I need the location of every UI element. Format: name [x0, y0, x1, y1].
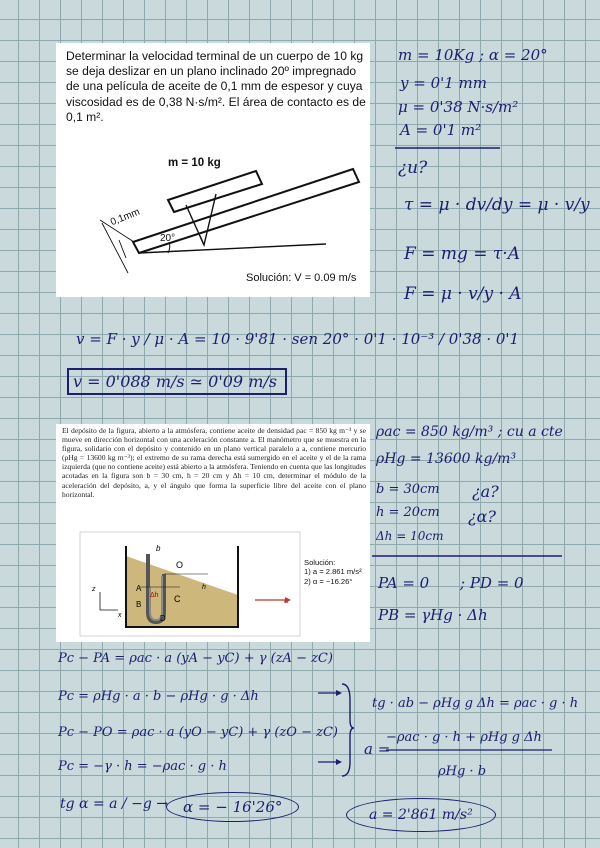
connector-arrows	[316, 680, 356, 780]
figure-label: x	[118, 612, 122, 619]
problem1-figure	[56, 43, 370, 297]
system-eq: tg · ab − ρHg g Δh = ρac · g · h	[372, 696, 579, 711]
figure-label: a	[284, 596, 289, 605]
figure-label: D	[160, 614, 166, 623]
note-eq: F = μ · v/y · A	[404, 284, 522, 304]
problem2-panel	[56, 424, 370, 642]
note-data-line: h = 20cm	[376, 505, 440, 520]
alpha-result: α = − 16'26°	[166, 792, 299, 822]
note-data-line: y = 0'1 mm	[400, 74, 488, 92]
problem1-statement: Determinar la velocidad terminal de un cuerpo de 10 kg se deja deslizar en un plano inclinado 20º impregnado de una película de aceite de 0,1 mm de espesor y cuya viscosidad es de 0,38 N·s/m². El área de contacto es de 0,1 m².	[66, 49, 366, 124]
figure-label: O	[176, 560, 184, 570]
note-eq: F = mg = τ·A	[404, 244, 520, 264]
note-question: ¿a?	[472, 482, 499, 501]
figure-label: b	[156, 544, 161, 553]
thickness-label: 0,1mm	[109, 206, 142, 229]
a-formula-denominator: ρHg · b	[438, 764, 487, 779]
mass-label: m = 10 kg	[168, 157, 221, 169]
note-data-line: ρHg = 13600 kg/m³	[376, 451, 517, 467]
underline	[395, 146, 505, 150]
note-eq: Pc − PO = ρac · a (yO − yC) + γ (zO − zC)	[58, 725, 338, 740]
figure-label: C	[174, 594, 181, 604]
solution-line: 1) a = 2.861 m/s²	[304, 567, 362, 577]
figure-label: B	[136, 600, 142, 609]
a-formula-numerator: −ρac · g · h + ρHg g Δh	[386, 730, 542, 745]
note-eq: Pc = ρHg · a · b − ρHg · g · Δh	[58, 689, 259, 704]
note-pressure: PA = 0	[378, 574, 430, 592]
solution-line: 2) α = −16.26°	[304, 576, 353, 586]
problem2-statement: El depósito de la figura, abierto a la atmósfera, contiene aceite de densidad ρac = 850 kg m⁻³ y se mueve en dirección horizontal con una aceleración constante a. El manómetro que se muestra en la figura, solidario con el depósito y contenido en un plano vertical paralelo a a, contiene mercurio (ρHg = 13600 kg m⁻³); el extremo de su rama derecha está sumergido en el aceite y el de la rama izquierda (que no contiene aceite) está abierto a la atmósfera. Teniendo en cuenta que las longitudes acotadas en la figura son b = 30 cm, h = 20 cm y Δh = 10 cm, determinar el módulo de la aceleración del depósito, a, y el ángulo que forma la superficie libre del aceite con el plano horizontal.	[62, 426, 366, 499]
note-pressure: ; PD = 0	[460, 574, 524, 592]
solution-line: Solución:	[304, 558, 336, 567]
figure-label: h	[202, 584, 206, 591]
problem1-solution: Solución: V = 0.09 m/s	[246, 272, 357, 284]
note-eq: Pc = −γ · h = −ρac · g · h	[58, 759, 227, 774]
angle-label: 20°	[160, 233, 176, 244]
note-pressure: PB = γHg · Δh	[378, 606, 488, 624]
tan-eq: tg α = a / −g →	[60, 796, 168, 812]
figure-label: z	[92, 586, 96, 593]
problem1-panel	[56, 43, 370, 297]
fraction-bar	[386, 748, 556, 752]
problem2-figure	[80, 532, 300, 636]
a-formula-lhs: a =	[364, 740, 391, 758]
problem2-solution	[304, 558, 362, 586]
note-data-line: b = 30cm	[376, 482, 440, 497]
figure-label: A	[136, 584, 142, 593]
note-result: v = 0'088 m/s ≃ 0'09 m/s	[67, 368, 287, 395]
note-eq: Pc − PA = ρac · a (yA − yC) + γ (zA − zC)	[58, 651, 333, 666]
note-question: ¿u?	[398, 158, 428, 178]
a-result: a = 2'861 m/s²	[346, 798, 496, 832]
note-data-line: μ = 0'38 N·s/m²	[398, 98, 519, 116]
note-data-line: Δh = 10cm	[376, 529, 444, 543]
separator-line	[372, 554, 566, 558]
note-data-line: m = 10Kg ; α = 20°	[398, 46, 548, 64]
note-eq: τ = μ · dv/dy = μ · v/y	[404, 195, 590, 215]
note-data-line: A = 0'1 m²	[400, 121, 482, 139]
note-data-line: ρac = 850 kg/m³ ; cu a cte	[376, 424, 563, 440]
note-question: ¿α?	[468, 507, 496, 526]
figure-label: Δh	[150, 592, 159, 599]
note-eq: v = F · y / μ · A = 10 · 9'81 · sen 20° · 0'1 · 10⁻³ / 0'38 · 0'1	[76, 330, 520, 348]
